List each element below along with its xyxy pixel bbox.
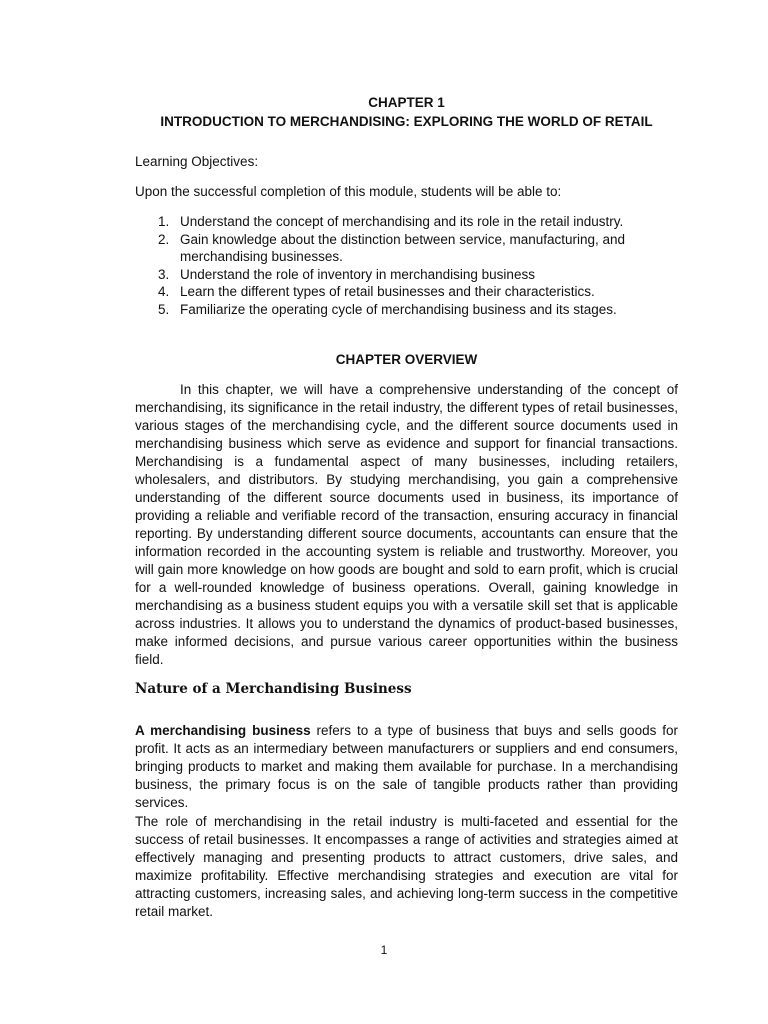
- learning-objectives-label: Learning Objectives:: [135, 154, 259, 169]
- nature-section-heading: Nature of a Merchandising Business: [135, 681, 412, 697]
- chapter-overview-heading: CHAPTER OVERVIEW: [335, 352, 478, 367]
- merchandising-definition-paragraph: [135, 722, 678, 812]
- learning-objectives-intro: Upon the successful completion of this module, students will be able to:: [135, 184, 562, 199]
- chapter-number: CHAPTER 1: [368, 95, 445, 110]
- list-item: [135, 301, 678, 319]
- list-item-text: Understand the role of inventory in merchandising business: [180, 266, 535, 282]
- list-item: [135, 231, 678, 266]
- list-item-text: Familiarize the operating cycle of merchandising business and its stages.: [180, 301, 617, 317]
- merchandising-role-paragraph: The role of merchandising in the retail industry is multi-faceted and essential for the success of retail businesses. It encompasses a range of activities and strategies aimed at effectively managing and presenting products to attract customers, drive sales, and maximize profitability. Effective merchandising strategies and execution are vital for attracting customers, increasing sales, and achieving long-term success in the competitive retail market.: [135, 814, 678, 919]
- list-item-number: 3.: [158, 266, 170, 282]
- page-number: 1: [380, 943, 388, 957]
- list-item: [135, 266, 678, 284]
- definition-text: refers to a type of business that buys and sells goods for profit. It acts as an intermediary between manufacturers or suppliers and end consumers, bringing products to market and making them available for purchase. In a merchandising business, the primary focus is on the sale of tangible products rather than providing services.: [135, 723, 678, 810]
- list-item-text: Gain knowledge about the distinction between service, manufacturing, and merchandising businesses.: [180, 231, 626, 264]
- chapter-overview-body: In this chapter, we will have a comprehensive understanding of the concept of merchandising, its significance in the retail industry, the different types of retail businesses, various stages of the merchandising cycle, and the different source documents used in merchandising business which serve as evidence and support for financial transactions. Merchandising is a fundamental aspect of many businesses, including retailers, wholesalers, and distributors. By studying merchandising, you gain a comprehensive understanding of the different source documents used in business, its importance of providing a reliable and verifiable record of the transaction, ensuring accuracy in financial reporting. By understanding different source documents, accountants can ensure that the information recorded in the accounting system is reliable and trustworthy. Moreover, you will gain more knowledge on how goods are bought and sold to earn profit, which is crucial for a well-rounded knowledge of business operations. Overall, gaining knowledge in merchandising as a business student equips you with a versatile skill set that is applicable across industries. It allows you to understand the dynamics of product-based businesses, make informed decisions, and pursue various career opportunities within the business field.: [135, 382, 678, 667]
- list-item-number: 2.: [158, 231, 170, 247]
- list-item-text: Understand the concept of merchandising and its role in the retail industry.: [180, 214, 624, 229]
- list-item: [135, 213, 678, 231]
- list-item-text: Learn the different types of retail businesses and their characteristics.: [180, 284, 595, 299]
- defined-term: A merchandising business: [135, 723, 311, 738]
- chapter-title: INTRODUCTION TO MERCHANDISING: EXPLORING THE WORLD OF RETAIL: [160, 114, 653, 129]
- list-item-number: 1.: [158, 214, 170, 229]
- list-item-number: 4.: [158, 284, 170, 299]
- list-item-number: 5.: [158, 301, 170, 317]
- list-item: [135, 283, 678, 301]
- objectives-list: [135, 213, 678, 318]
